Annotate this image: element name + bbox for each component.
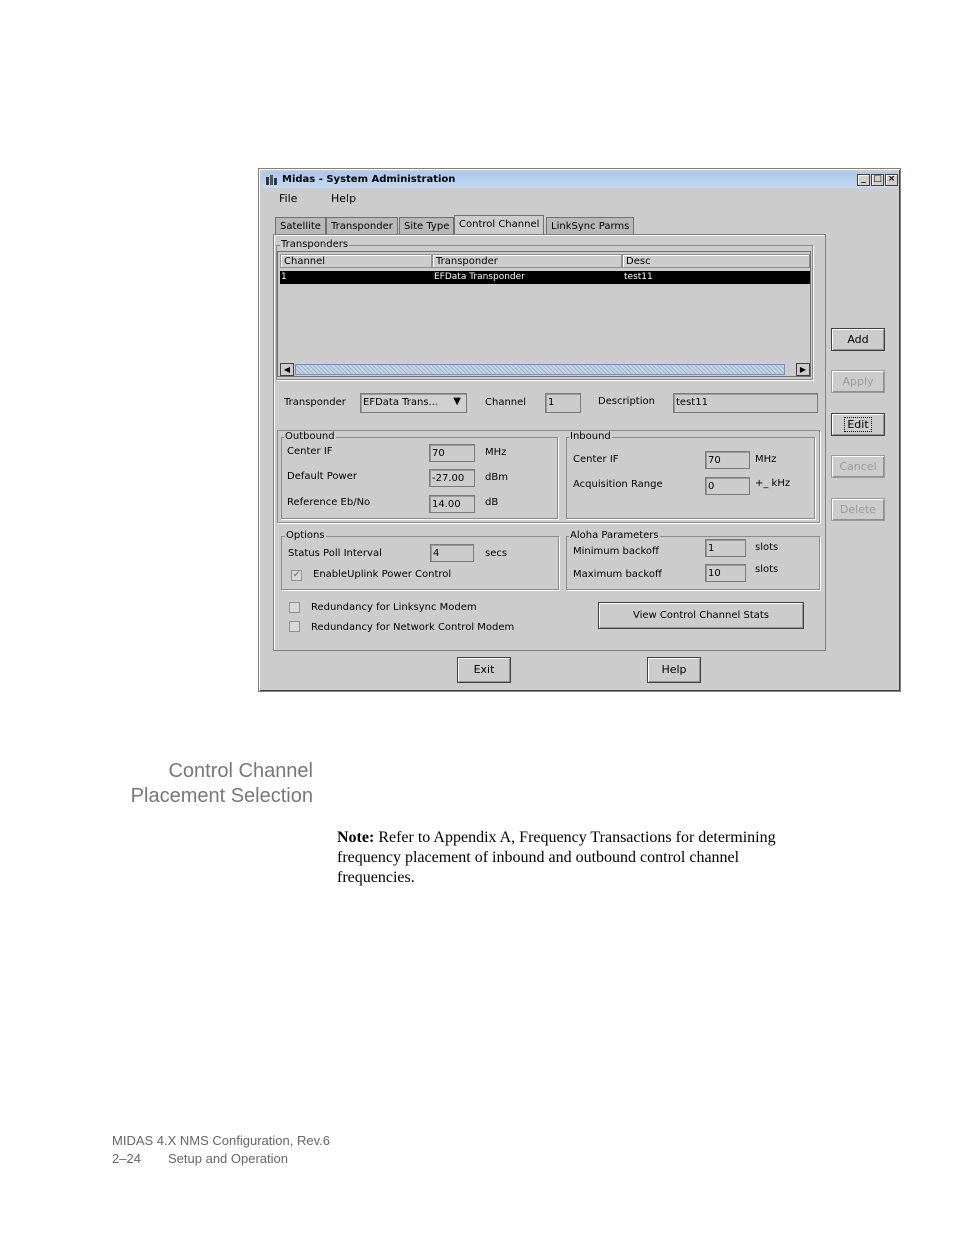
tab-satellite[interactable]: Satellite <box>275 217 326 234</box>
maximize-icon[interactable]: □ <box>871 174 884 186</box>
chevron-down-icon[interactable]: ▼ <box>453 396 461 407</box>
section-heading-line2: Placement Selection <box>130 785 313 807</box>
acquisition-range-field[interactable]: 0 <box>705 477 750 495</box>
acquisition-range-unit: +_ kHz <box>755 478 791 489</box>
tab-site-type[interactable]: Site Type <box>399 217 454 234</box>
scroll-thumb[interactable] <box>295 364 785 375</box>
redundancy-linksync-checkbox[interactable] <box>289 602 300 613</box>
default-power-unit: dBm <box>485 472 508 483</box>
exit-button[interactable]: Exit <box>457 657 511 683</box>
cell-desc: test11 <box>624 272 653 282</box>
menu-help[interactable]: Help <box>331 192 357 205</box>
outbound-center-if-field[interactable]: 70 <box>429 444 475 462</box>
max-backoff-unit: slots <box>755 564 779 575</box>
close-icon[interactable]: × <box>885 174 898 186</box>
note-text: Refer to Appendix A, Frequency Transactions for determining frequency placement of inbound and outbound control channel frequencies. <box>337 829 776 886</box>
max-backoff-field[interactable]: 10 <box>705 564 746 582</box>
min-backoff-unit: slots <box>755 542 779 553</box>
status-poll-field[interactable]: 4 <box>430 544 474 562</box>
add-button[interactable]: Add <box>831 328 885 351</box>
uplink-power-label: EnableUplink Power Control <box>313 569 452 580</box>
default-power-field[interactable]: -27.00 <box>429 469 475 487</box>
aloha-group-label: Aloha Parameters <box>570 530 659 541</box>
footer-page-number: 2–24 <box>112 1151 141 1166</box>
redundancy-network-label: Redundancy for Network Control Modem <box>311 622 515 633</box>
status-poll-label: Status Poll Interval <box>288 548 382 559</box>
horizontal-scrollbar[interactable] <box>280 363 810 376</box>
min-backoff-label: Minimum backoff <box>573 546 659 557</box>
delete-button[interactable]: Delete <box>831 498 885 521</box>
view-control-channel-stats-button[interactable]: View Control Channel Stats <box>598 602 804 629</box>
column-header-transponder[interactable]: Transponder <box>432 254 622 268</box>
channel-label: Channel <box>485 397 527 408</box>
transponder-select-value: EFData Trans... <box>363 397 439 408</box>
status-poll-unit: secs <box>485 548 508 559</box>
scroll-left-icon[interactable]: ◀ <box>280 363 294 376</box>
scroll-right-icon[interactable]: ▶ <box>796 363 810 376</box>
section-heading-line1: Control Channel <box>168 760 313 782</box>
transponders-group-label: Transponders <box>281 239 349 250</box>
description-label: Description <box>598 396 655 407</box>
window-title: Midas - System Administration <box>282 174 456 185</box>
outbound-group-label: Outbound <box>285 431 335 442</box>
edit-button[interactable] <box>831 413 885 436</box>
description-field[interactable]: test11 <box>673 393 818 413</box>
tab-linksync-parms[interactable]: LinkSync Parms <box>546 217 634 234</box>
options-group-label: Options <box>286 530 325 541</box>
inbound-center-if-label: Center IF <box>573 454 619 465</box>
outbound-center-if-unit: MHz <box>485 447 507 458</box>
outbound-center-if-label: Center IF <box>287 446 333 457</box>
transponders-table[interactable] <box>277 251 811 377</box>
tab-transponder[interactable]: Transponder <box>326 217 398 234</box>
footer-title: MIDAS 4.X NMS Configuration, Rev.6 <box>112 1133 330 1148</box>
column-header-channel[interactable]: Channel <box>280 254 432 268</box>
inbound-group-label: Inbound <box>570 431 611 442</box>
footer-section: Setup and Operation <box>168 1151 288 1166</box>
acquisition-range-label: Acquisition Range <box>573 479 663 490</box>
inbound-center-if-field[interactable]: 70 <box>705 451 750 469</box>
redundancy-linksync-label: Redundancy for Linksync Modem <box>311 602 477 613</box>
eb-no-field[interactable]: 14.00 <box>429 495 475 513</box>
max-backoff-label: Maximum backoff <box>573 569 662 580</box>
apply-button[interactable]: Apply <box>831 370 885 393</box>
inbound-center-if-unit: MHz <box>755 454 777 465</box>
table-row[interactable] <box>280 271 810 284</box>
eb-no-label: Reference Eb/No <box>287 497 371 508</box>
menu-bar <box>262 189 897 206</box>
redundancy-network-checkbox[interactable] <box>289 621 300 632</box>
app-icon <box>266 175 278 185</box>
transponder-select[interactable] <box>360 393 467 413</box>
title-bar[interactable] <box>262 172 897 188</box>
note-paragraph <box>337 828 817 888</box>
note-label: Note: <box>337 829 375 846</box>
cancel-button[interactable]: Cancel <box>831 455 885 478</box>
eb-no-unit: dB <box>485 497 499 508</box>
cell-channel: 1 <box>281 272 287 282</box>
min-backoff-field[interactable]: 1 <box>705 539 746 557</box>
transponder-label: Transponder <box>284 397 346 408</box>
channel-field[interactable]: 1 <box>545 393 581 413</box>
tab-control-channel[interactable]: Control Channel <box>454 215 544 235</box>
column-header-desc[interactable]: Desc <box>622 254 810 268</box>
help-button[interactable]: Help <box>647 657 701 683</box>
minimize-icon[interactable]: _ <box>857 174 870 186</box>
cell-transponder: EFData Transponder <box>434 272 525 282</box>
options-group <box>281 536 559 590</box>
uplink-power-checkbox[interactable]: ✔ <box>292 570 301 580</box>
edit-button-label: Edit <box>844 417 871 432</box>
menu-file[interactable]: File <box>279 192 298 205</box>
default-power-label: Default Power <box>287 471 357 482</box>
aloha-group <box>566 536 820 590</box>
